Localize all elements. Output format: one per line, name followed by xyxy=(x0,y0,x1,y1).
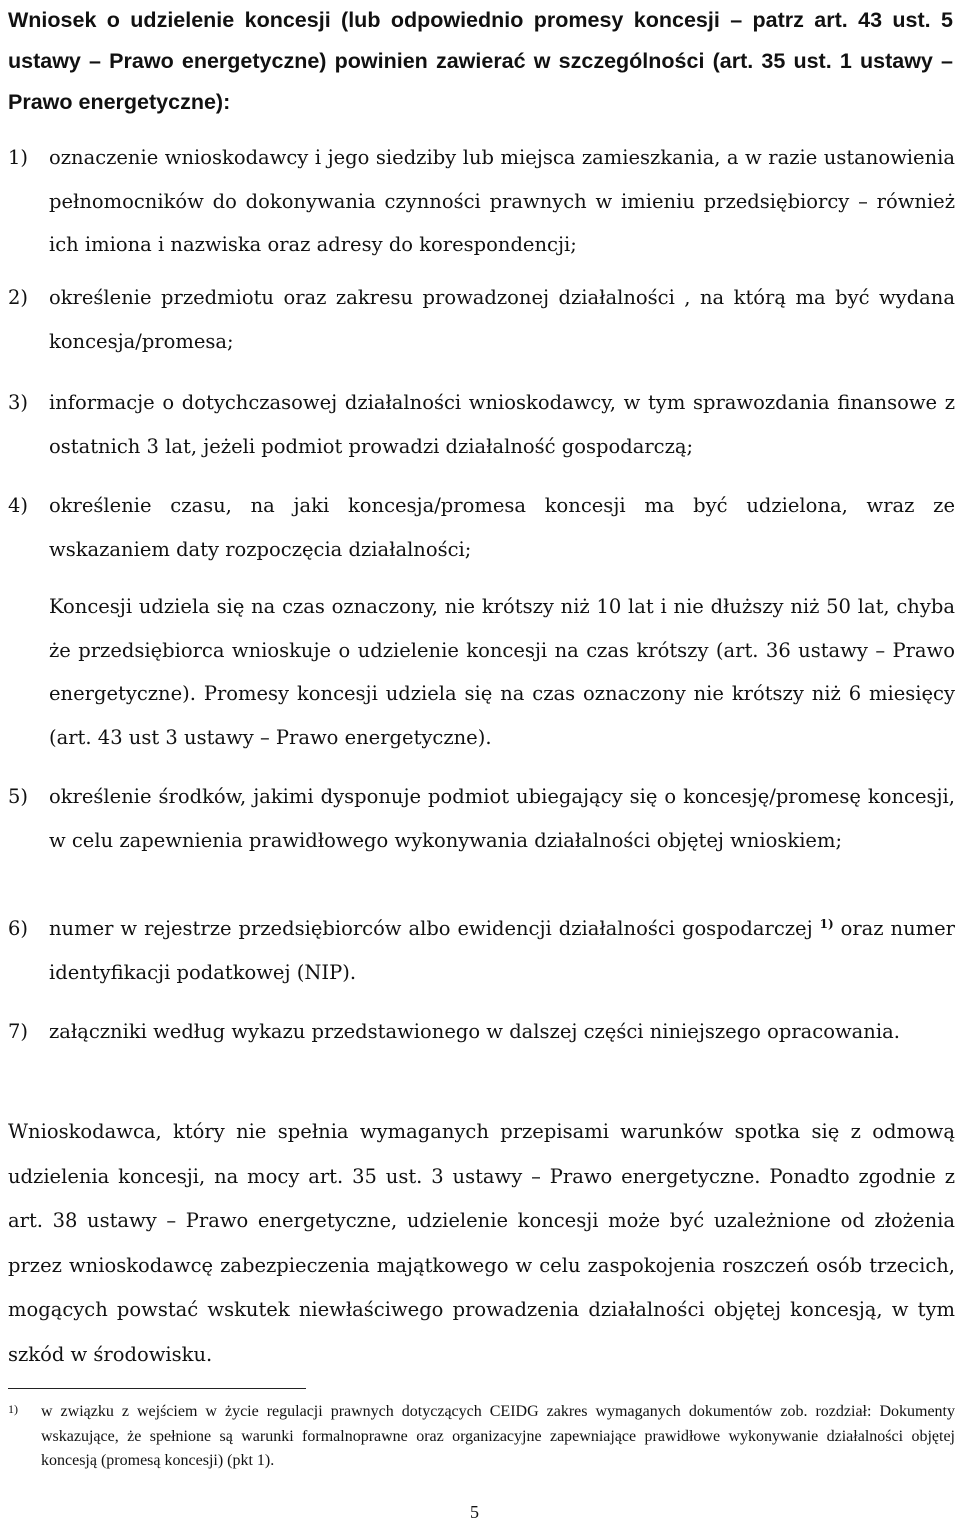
list-item-1 xyxy=(8,136,955,267)
document-heading: Wniosek o udzielenie koncesji (lub odpowiednio promesy koncesji – patrz art. 43 ust. 5 ustawy – Prawo energetyczne) powinien zawierać w szczególności (art. 35 ust. 1 ustawy – Prawo energetyczne): xyxy=(8,8,953,114)
footnote-mark: 1) xyxy=(8,1402,18,1416)
list-item-number: 3) xyxy=(8,391,29,414)
list-item-5 xyxy=(8,775,955,862)
list-item-text: określenie środków, jakimi dysponuje podmiot ubiegający się o koncesję/promesę koncesji, w celu zapewnienia prawidłowego wykonywania działalności objętej wnioskiem; xyxy=(49,785,955,852)
list-item-text xyxy=(49,907,955,994)
list-item-2 xyxy=(8,276,955,363)
list-item-4 xyxy=(8,484,955,571)
footnote-reference[interactable]: 1) xyxy=(819,917,834,931)
footnote-separator xyxy=(8,1388,306,1389)
list-item-number: 4) xyxy=(8,494,29,517)
list-item-text-after: oraz numer identyfikacji podatkowej (NIP). xyxy=(49,917,955,984)
list-item-number: 5) xyxy=(8,785,29,808)
list-item-number: 1) xyxy=(8,146,29,169)
list-item-text: oznaczenie wnioskodawcy i jego siedziby lub miejsca zamieszkania, a w razie ustanowienia pełnomocników do dokonywania czynności prawnych w imieniu przedsiębiorcy – również ich imiona i nazwiska oraz adresy do korespondencji; xyxy=(49,146,955,256)
list-item-number: 6) xyxy=(8,917,29,940)
list-item-text: określenie przedmiotu oraz zakresu prowadzonej działalności , na którą ma być wydana koncesja/promesa; xyxy=(49,286,955,353)
list-item-text: określenie czasu, na jaki koncesja/promesa koncesji ma być udzielona, wraz ze wskazaniem daty rozpoczęcia działalności; xyxy=(49,494,955,561)
list-item-6 xyxy=(8,907,955,994)
list-item-text: załączniki według wykazu przedstawionego w dalszej części niniejszego opracowania. xyxy=(49,1020,900,1043)
list-item-number: 7) xyxy=(8,1020,29,1043)
list-item-3 xyxy=(8,381,955,468)
list-item-text-before: numer w rejestrze przedsiębiorców albo ewidencji działalności gospodarczej xyxy=(49,917,813,940)
closing-paragraph: Wnioskodawca, który nie spełnia wymaganych przepisami warunków spotka się z odmową udzielenia koncesji, na mocy art. 35 ust. 3 ustawy – Prawo energetyczne. Ponadto zgodnie z art. 38 ustawy – Prawo energetyczne, udzielenie koncesji może być uzależnione od złożenia przez wnioskodawcę zabezpieczenia majątkowego w celu zaspokojenia roszczeń osób trzecich, mogących powstać wskutek niewłaściwego prowadzenia działalności objętej koncesją, w tym szkód w środowisku. xyxy=(8,1120,955,1366)
list-item-text: informacje o dotychczasowej działalności wnioskodawcy, w tym sprawozdania finansowe z ostatnich 3 lat, jeżeli podmiot prowadzi działalność gospodarczą; xyxy=(49,391,955,458)
list-item-7 xyxy=(8,1010,955,1054)
page-number: 5 xyxy=(470,1502,479,1522)
footnote xyxy=(8,1400,955,1474)
list-item-number: 2) xyxy=(8,286,29,309)
footnote-text: w związku z wejściem w życie regulacji prawnych dotyczących CEIDG zakres wymaganych dokumentów zob. rozdział: Dokumenty wskazujące, że spełnione są warunki formalnoprawne oraz organizacyjne zapewniające prawidłowe wykonywanie działalności objętej koncesją (promesą koncesji) (pkt 1). xyxy=(41,1403,955,1469)
concession-duration-note: Koncesji udziela się na czas oznaczony, nie krótszy niż 10 lat i nie dłuższy niż 50 lat, chyba że przedsiębiorca wnioskuje o udzielenie koncesji na czas krótszy (art. 36 ustawy – Prawo energetyczne). Promesy koncesji udziela się na czas oznaczony nie krótszy niż 6 miesięcy (art. 43 ust 3 ustawy – Prawo energetyczne). xyxy=(49,595,955,749)
